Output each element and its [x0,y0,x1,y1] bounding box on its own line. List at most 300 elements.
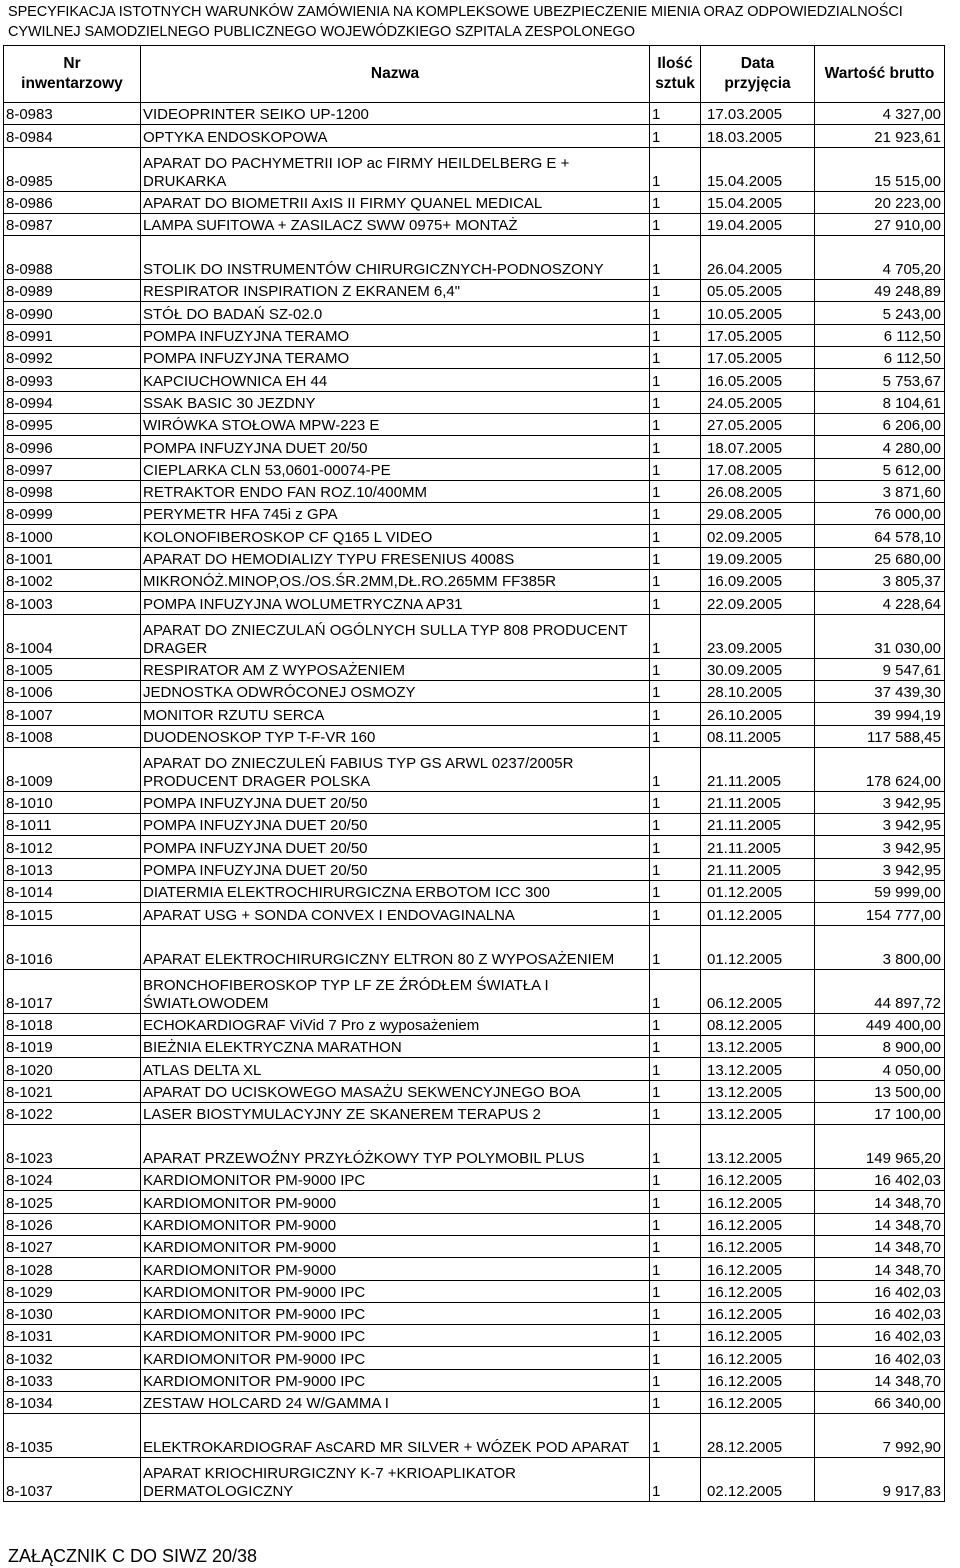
table-row [4,302,945,324]
cell-name: BRONCHOFIBEROSKOP TYP LF ZE ŹRÓDŁEM ŚWIATŁA I ŚWIATŁOWODEM [141,969,650,1013]
cell-value: 37 439,30 [815,680,945,702]
cell-quantity: 1 [650,903,701,925]
cell-inventory-number: 8-1002 [4,570,141,592]
cell-inventory-number: 8-1030 [4,1302,141,1324]
table-row [4,858,945,880]
cell-quantity: 1 [650,570,701,592]
cell-inventory-number: 8-0992 [4,347,141,369]
cell-name: APARAT DO PACHYMETRII IOP ac FIRMY HEILDELBERG E + DRUKARKA [141,147,650,191]
cell-inventory-number: 8-1032 [4,1347,141,1369]
table-row [4,1235,945,1257]
cell-quantity: 1 [650,791,701,813]
cell-quantity: 1 [650,280,701,302]
table-row [4,413,945,435]
cell-date: 19.04.2005 [701,213,815,235]
cell-quantity: 1 [650,369,701,391]
cell-value: 13 500,00 [815,1080,945,1102]
cell-quantity: 1 [650,302,701,324]
cell-value: 14 348,70 [815,1191,945,1213]
cell-inventory-number: 8-0998 [4,480,141,502]
cell-quantity: 1 [650,1235,701,1257]
cell-name: LAMPA SUFITOWA + ZASILACZ SWW 0975+ MONTAŻ [141,213,650,235]
cell-date: 21.11.2005 [701,814,815,836]
cell-value: 117 588,45 [815,725,945,747]
cell-quantity: 1 [650,1347,701,1369]
cell-date: 16.05.2005 [701,369,815,391]
cell-inventory-number: 8-1020 [4,1058,141,1080]
cell-quantity: 1 [650,525,701,547]
cell-value: 16 402,03 [815,1347,945,1369]
cell-name: WIRÓWKA STOŁOWA MPW-223 E [141,413,650,435]
cell-inventory-number: 8-0987 [4,213,141,235]
cell-inventory-number: 8-1018 [4,1013,141,1035]
cell-inventory-number: 8-1021 [4,1080,141,1102]
cell-value: 154 777,00 [815,903,945,925]
cell-inventory-number: 8-1012 [4,836,141,858]
cell-value: 3 942,95 [815,858,945,880]
cell-date: 13.12.2005 [701,1035,815,1057]
table-row [4,1325,945,1347]
cell-value: 27 910,00 [815,213,945,235]
cell-name: KAPCIUCHOWNICA EH 44 [141,369,650,391]
cell-date: 13.12.2005 [701,1102,815,1124]
cell-value: 76 000,00 [815,503,945,525]
cell-value: 25 680,00 [815,547,945,569]
header-name: Nazwa [141,46,650,103]
cell-name: KARDIOMONITOR PM-9000 [141,1258,650,1280]
cell-inventory-number: 8-1004 [4,614,141,658]
cell-date: 26.08.2005 [701,480,815,502]
cell-value: 49 248,89 [815,280,945,302]
cell-value: 59 999,00 [815,881,945,903]
cell-name: BIEŻNIA ELEKTRYCZNA MARATHON [141,1035,650,1057]
cell-name: KARDIOMONITOR PM-9000 IPC [141,1325,650,1347]
table-row [4,280,945,302]
cell-name: MIKRONÓŻ.MINOP,OS./OS.ŚR.2MM,DŁ.RO.265MM FF385R [141,570,650,592]
cell-date: 21.11.2005 [701,836,815,858]
cell-inventory-number: 8-0985 [4,147,141,191]
table-row [4,1125,945,1169]
cell-inventory-number: 8-1029 [4,1280,141,1302]
table-row [4,903,945,925]
table-row [4,747,945,791]
cell-name: KARDIOMONITOR PM-9000 IPC [141,1347,650,1369]
cell-inventory-number: 8-0990 [4,302,141,324]
cell-name: RESPIRATOR AM Z WYPOSAŻENIEM [141,658,650,680]
cell-value: 14 348,70 [815,1369,945,1391]
cell-inventory-number: 8-1019 [4,1035,141,1057]
cell-inventory-number: 8-1033 [4,1369,141,1391]
cell-date: 02.09.2005 [701,525,815,547]
cell-inventory-number: 8-0994 [4,391,141,413]
table-row [4,324,945,346]
table-row [4,147,945,191]
table-row [4,836,945,858]
table-row [4,814,945,836]
cell-date: 08.12.2005 [701,1013,815,1035]
cell-quantity: 1 [650,1102,701,1124]
cell-date: 16.12.2005 [701,1258,815,1280]
cell-value: 449 400,00 [815,1013,945,1035]
cell-name: KARDIOMONITOR PM-9000 IPC [141,1369,650,1391]
cell-value: 6 112,50 [815,324,945,346]
cell-quantity: 1 [650,680,701,702]
table-row [4,103,945,125]
cell-quantity: 1 [650,1258,701,1280]
cell-inventory-number: 8-0996 [4,436,141,458]
cell-inventory-number: 8-1017 [4,969,141,1013]
cell-value: 5 612,00 [815,458,945,480]
table-row [4,614,945,658]
cell-date: 01.12.2005 [701,881,815,903]
cell-value: 4 327,00 [815,103,945,125]
cell-name: POMPA INFUZYJNA DUET 20/50 [141,858,650,880]
cell-quantity: 1 [650,324,701,346]
cell-quantity: 1 [650,1035,701,1057]
header-quantity: Ilość sztuk [650,46,701,103]
cell-name: POMPA INFUZYJNA TERAMO [141,347,650,369]
cell-quantity: 1 [650,658,701,680]
cell-date: 16.12.2005 [701,1213,815,1235]
table-row [4,969,945,1013]
cell-date: 16.09.2005 [701,570,815,592]
cell-quantity: 1 [650,1280,701,1302]
cell-quantity: 1 [650,191,701,213]
cell-inventory-number: 8-0984 [4,125,141,147]
cell-name: POMPA INFUZYJNA DUET 20/50 [141,814,650,836]
table-row [4,1169,945,1191]
header-inventory-number: Nr inwentarzowy [4,46,141,103]
cell-quantity: 1 [650,614,701,658]
cell-date: 16.12.2005 [701,1235,815,1257]
cell-date: 19.09.2005 [701,547,815,569]
cell-value: 178 624,00 [815,747,945,791]
cell-name: APARAT DO ZNIECZULEŃ FABIUS TYP GS ARWL 0237/2005R PRODUCENT DRAGER POLSKA [141,747,650,791]
cell-quantity: 1 [650,391,701,413]
cell-value: 3 800,00 [815,925,945,969]
cell-name: POMPA INFUZYJNA WOLUMETRYCZNA AP31 [141,592,650,614]
table-row [4,1013,945,1035]
cell-inventory-number: 8-1016 [4,925,141,969]
header-value: Wartość brutto [815,46,945,103]
cell-date: 21.11.2005 [701,791,815,813]
cell-name: RESPIRATOR INSPIRATION Z EKRANEM 6,4" [141,280,650,302]
cell-inventory-number: 8-1023 [4,1125,141,1169]
document-title-line1: SPECYFIKACJA ISTOTNYCH WARUNKÓW ZAMÓWIENIA NA KOMPLEKSOWE UBEZPIECZENIE MIENIA ORAZ ODPOWIEDZIALNOŚCI [8,4,903,20]
inventory-table [3,45,945,1502]
cell-date: 26.04.2005 [701,236,815,280]
cell-quantity: 1 [650,1369,701,1391]
cell-quantity: 1 [650,1013,701,1035]
table-row [4,1414,945,1458]
cell-inventory-number: 8-1031 [4,1325,141,1347]
cell-quantity: 1 [650,547,701,569]
cell-date: 16.12.2005 [701,1369,815,1391]
table-row [4,369,945,391]
cell-date: 16.12.2005 [701,1325,815,1347]
table-row [4,725,945,747]
cell-date: 30.09.2005 [701,658,815,680]
cell-inventory-number: 8-0983 [4,103,141,125]
table-row [4,1080,945,1102]
cell-inventory-number: 8-1034 [4,1392,141,1414]
cell-name: ZESTAW HOLCARD 24 W/GAMMA I [141,1392,650,1414]
cell-inventory-number: 8-1011 [4,814,141,836]
cell-quantity: 1 [650,125,701,147]
cell-inventory-number: 8-0986 [4,191,141,213]
cell-name: KARDIOMONITOR PM-9000 IPC [141,1302,650,1324]
table-row [4,547,945,569]
cell-date: 23.09.2005 [701,614,815,658]
cell-name: CIEPLARKA CLN 53,0601-00074-PE [141,458,650,480]
cell-name: KARDIOMONITOR PM-9000 IPC [141,1169,650,1191]
cell-inventory-number: 8-1007 [4,703,141,725]
cell-inventory-number: 8-1009 [4,747,141,791]
cell-quantity: 1 [650,1458,701,1502]
cell-value: 3 942,95 [815,791,945,813]
table-row [4,680,945,702]
table-row [4,347,945,369]
cell-value: 9 547,61 [815,658,945,680]
cell-value: 66 340,00 [815,1392,945,1414]
cell-date: 13.12.2005 [701,1080,815,1102]
cell-name: LASER BIOSTYMULACYJNY ZE SKANEREM TERAPUS 2 [141,1102,650,1124]
cell-date: 16.12.2005 [701,1347,815,1369]
cell-value: 39 994,19 [815,703,945,725]
cell-quantity: 1 [650,1414,701,1458]
cell-name: STÓŁ DO BADAŃ SZ-02.0 [141,302,650,324]
cell-quantity: 1 [650,925,701,969]
cell-quantity: 1 [650,1392,701,1414]
table-row [4,503,945,525]
cell-quantity: 1 [650,103,701,125]
cell-name: APARAT DO UCISKOWEGO MASAŻU SEKWENCYJNEGO BOA [141,1080,650,1102]
cell-date: 13.12.2005 [701,1125,815,1169]
table-row [4,592,945,614]
cell-value: 16 402,03 [815,1325,945,1347]
cell-inventory-number: 8-1008 [4,725,141,747]
cell-inventory-number: 8-0999 [4,503,141,525]
cell-quantity: 1 [650,147,701,191]
cell-quantity: 1 [650,1302,701,1324]
cell-inventory-number: 8-1000 [4,525,141,547]
cell-value: 3 942,95 [815,836,945,858]
table-row [4,436,945,458]
cell-name: RETRAKTOR ENDO FAN ROZ.10/400MM [141,480,650,502]
cell-inventory-number: 8-0997 [4,458,141,480]
cell-date: 17.05.2005 [701,324,815,346]
cell-quantity: 1 [650,1058,701,1080]
cell-inventory-number: 8-0991 [4,324,141,346]
cell-name: APARAT KRIOCHIRURGICZNY K-7 +KRIOAPLIKATOR DERMATOLOGICZNY [141,1458,650,1502]
cell-date: 18.03.2005 [701,125,815,147]
cell-name: APARAT DO BIOMETRII AxIS II FIRMY QUANEL MEDICAL [141,191,650,213]
cell-quantity: 1 [650,592,701,614]
table-row [4,191,945,213]
cell-name: POMPA INFUZYJNA DUET 20/50 [141,436,650,458]
cell-date: 29.08.2005 [701,503,815,525]
table-row [4,1302,945,1324]
cell-quantity: 1 [650,213,701,235]
table-row [4,525,945,547]
cell-date: 26.10.2005 [701,703,815,725]
cell-date: 05.05.2005 [701,280,815,302]
cell-value: 3 805,37 [815,570,945,592]
cell-inventory-number: 8-1005 [4,658,141,680]
document-title-line2: CYWILNEJ SAMODZIELNEGO PUBLICZNEGO WOJEWÓDZKIEGO SZPITALA ZESPOLONEGO [8,24,635,40]
cell-value: 4 050,00 [815,1058,945,1080]
cell-inventory-number: 8-1022 [4,1102,141,1124]
cell-value: 6 112,50 [815,347,945,369]
table-row [4,1058,945,1080]
cell-value: 7 992,90 [815,1414,945,1458]
cell-quantity: 1 [650,1213,701,1235]
cell-inventory-number: 8-1001 [4,547,141,569]
cell-date: 16.12.2005 [701,1191,815,1213]
cell-value: 8 900,00 [815,1035,945,1057]
cell-quantity: 1 [650,347,701,369]
table-row [4,458,945,480]
cell-name: DIATERMIA ELEKTROCHIRURGICZNA ERBOTOM ICC 300 [141,881,650,903]
cell-name: PERYMETR HFA 745i z GPA [141,503,650,525]
cell-quantity: 1 [650,969,701,1013]
cell-value: 15 515,00 [815,147,945,191]
cell-value: 14 348,70 [815,1213,945,1235]
cell-date: 13.12.2005 [701,1058,815,1080]
table-row [4,1213,945,1235]
cell-name: KARDIOMONITOR PM-9000 [141,1213,650,1235]
cell-value: 20 223,00 [815,191,945,213]
cell-inventory-number: 8-0989 [4,280,141,302]
table-row [4,1369,945,1391]
cell-value: 14 348,70 [815,1235,945,1257]
cell-value: 5 753,67 [815,369,945,391]
cell-name: APARAT USG + SONDA CONVEX I ENDOVAGINALNA [141,903,650,925]
cell-value: 8 104,61 [815,391,945,413]
cell-value: 21 923,61 [815,125,945,147]
cell-quantity: 1 [650,413,701,435]
cell-value: 16 402,03 [815,1169,945,1191]
cell-value: 3 942,95 [815,814,945,836]
cell-inventory-number: 8-1035 [4,1414,141,1458]
cell-inventory-number: 8-1013 [4,858,141,880]
cell-name: APARAT ELEKTROCHIRURGICZNY ELTRON 80 Z WYPOSAŻENIEM [141,925,650,969]
cell-value: 6 206,00 [815,413,945,435]
cell-quantity: 1 [650,814,701,836]
cell-value: 4 705,20 [815,236,945,280]
table-row [4,791,945,813]
header-date: Data przyjęcia [701,46,815,103]
table-row [4,1258,945,1280]
cell-date: 28.12.2005 [701,1414,815,1458]
cell-name: APARAT DO HEMODIALIZY TYPU FRESENIUS 4008S [141,547,650,569]
cell-quantity: 1 [650,480,701,502]
cell-quantity: 1 [650,1191,701,1213]
cell-quantity: 1 [650,747,701,791]
page-footer: ZAŁĄCZNIK C DO SIWZ 20/38 [8,1546,258,1566]
cell-value: 5 243,00 [815,302,945,324]
cell-name: JEDNOSTKA ODWRÓCONEJ OSMOZY [141,680,650,702]
cell-inventory-number: 8-1003 [4,592,141,614]
cell-name: KARDIOMONITOR PM-9000 [141,1235,650,1257]
table-row [4,213,945,235]
cell-value: 4 228,64 [815,592,945,614]
table-row [4,1280,945,1302]
cell-date: 10.05.2005 [701,302,815,324]
cell-inventory-number: 8-1006 [4,680,141,702]
cell-date: 17.08.2005 [701,458,815,480]
cell-quantity: 1 [650,1169,701,1191]
table-row [4,480,945,502]
cell-inventory-number: 8-0988 [4,236,141,280]
table-header-row [4,46,945,103]
cell-value: 16 402,03 [815,1280,945,1302]
cell-date: 28.10.2005 [701,680,815,702]
table-body [4,103,945,1502]
cell-name: KOLONOFIBEROSKOP CF Q165 L VIDEO [141,525,650,547]
cell-inventory-number: 8-1015 [4,903,141,925]
cell-value: 9 917,83 [815,1458,945,1502]
cell-inventory-number: 8-1026 [4,1213,141,1235]
cell-date: 16.12.2005 [701,1392,815,1414]
cell-quantity: 1 [650,881,701,903]
cell-name: KARDIOMONITOR PM-9000 [141,1191,650,1213]
cell-quantity: 1 [650,725,701,747]
cell-date: 24.05.2005 [701,391,815,413]
cell-inventory-number: 8-1025 [4,1191,141,1213]
cell-name: ECHOKARDIOGRAF ViVid 7 Pro z wyposażeniem [141,1013,650,1035]
cell-name: POMPA INFUZYJNA DUET 20/50 [141,836,650,858]
table-row [4,703,945,725]
cell-value: 4 280,00 [815,436,945,458]
cell-inventory-number: 8-1024 [4,1169,141,1191]
cell-date: 21.11.2005 [701,747,815,791]
cell-quantity: 1 [650,503,701,525]
cell-date: 01.12.2005 [701,903,815,925]
cell-date: 16.12.2005 [701,1280,815,1302]
cell-date: 27.05.2005 [701,413,815,435]
cell-inventory-number: 8-1010 [4,791,141,813]
table-row [4,658,945,680]
cell-name: POMPA INFUZYJNA TERAMO [141,324,650,346]
table-row [4,925,945,969]
cell-value: 44 897,72 [815,969,945,1013]
cell-date: 17.03.2005 [701,103,815,125]
cell-date: 16.12.2005 [701,1169,815,1191]
cell-date: 02.12.2005 [701,1458,815,1502]
cell-name: APARAT DO ZNIECZULAŃ OGÓLNYCH SULLA TYP 808 PRODUCENT DRAGER [141,614,650,658]
cell-inventory-number: 8-1014 [4,881,141,903]
table-row [4,125,945,147]
table-row [4,1191,945,1213]
cell-date: 21.11.2005 [701,858,815,880]
cell-quantity: 1 [650,436,701,458]
cell-date: 15.04.2005 [701,147,815,191]
cell-date: 18.07.2005 [701,436,815,458]
table-row [4,236,945,280]
cell-name: ELEKTROKARDIOGRAF AsCARD MR SILVER + WÓZEK POD APARAT [141,1414,650,1458]
cell-date: 06.12.2005 [701,969,815,1013]
cell-date: 15.04.2005 [701,191,815,213]
cell-inventory-number: 8-1028 [4,1258,141,1280]
table-row [4,1458,945,1502]
cell-date: 01.12.2005 [701,925,815,969]
cell-value: 64 578,10 [815,525,945,547]
cell-quantity: 1 [650,858,701,880]
cell-inventory-number: 8-0995 [4,413,141,435]
table-row [4,881,945,903]
table-row [4,570,945,592]
